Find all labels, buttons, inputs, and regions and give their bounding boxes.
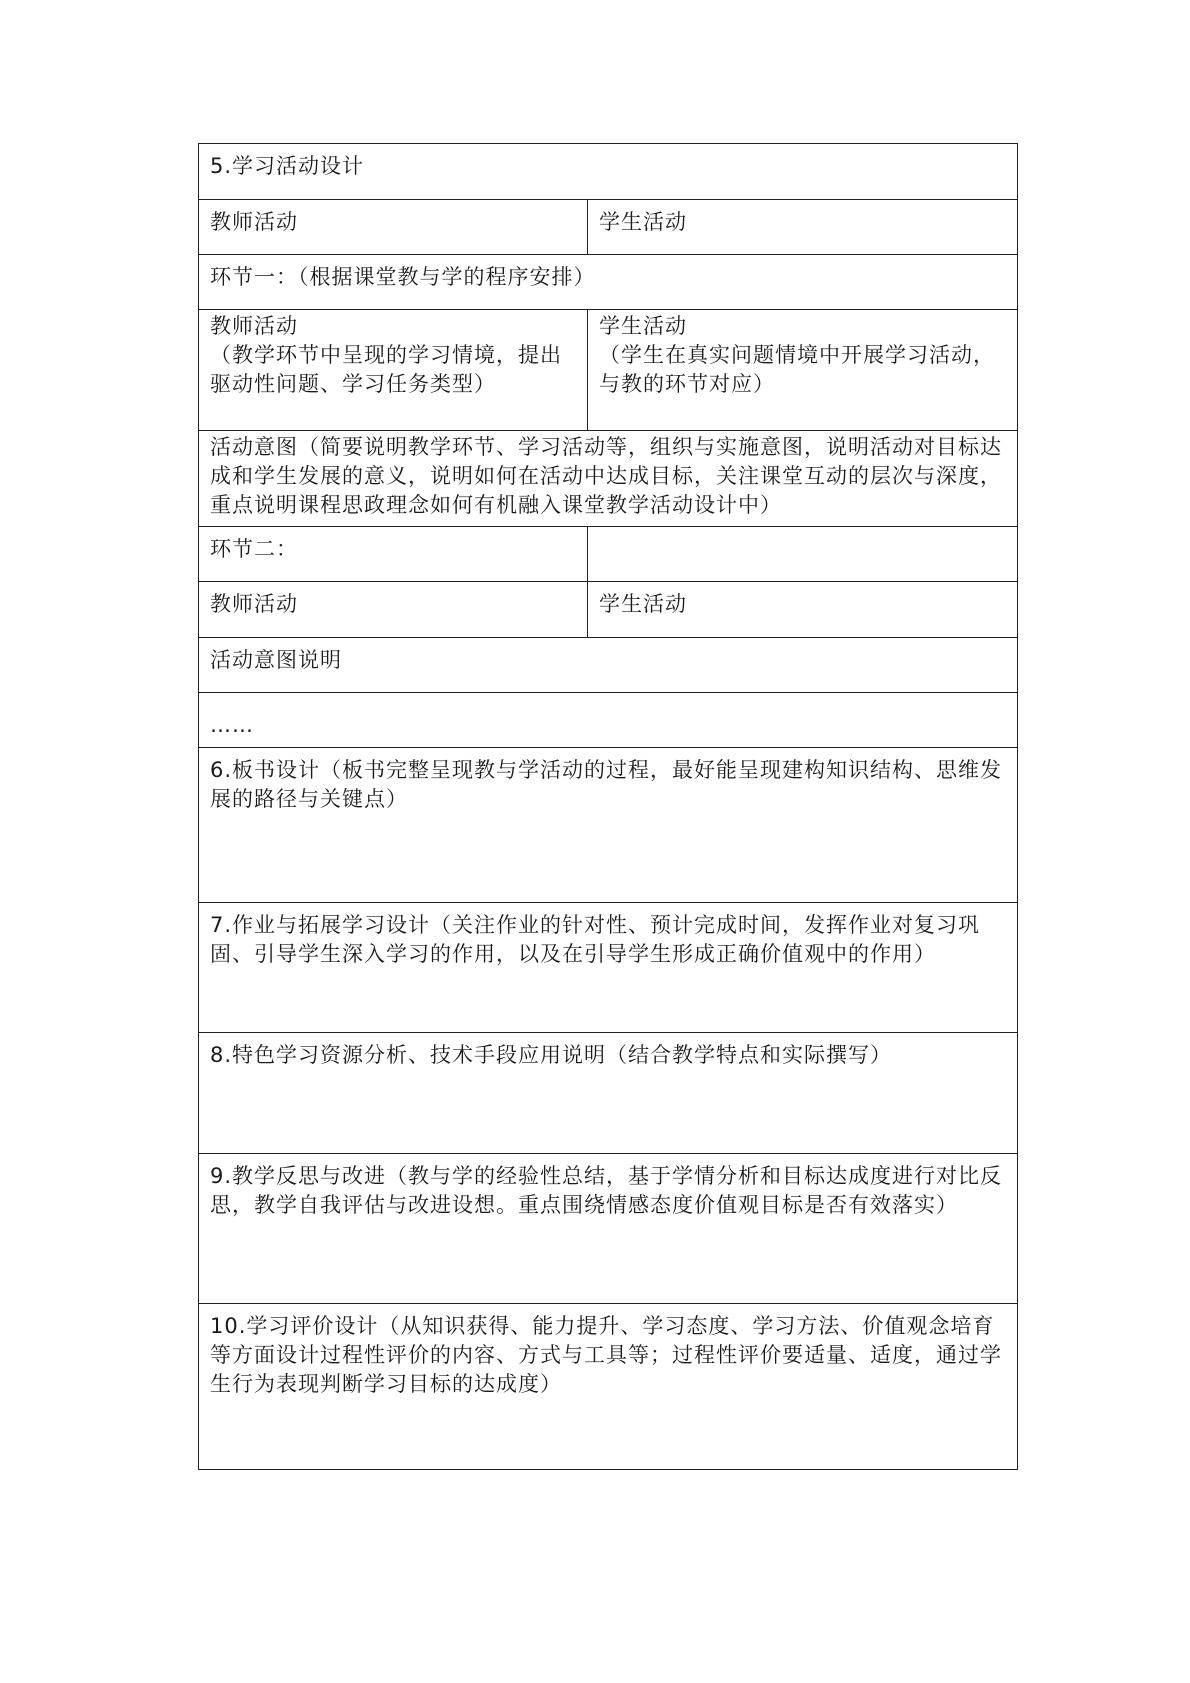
stage1-intent: 活动意图（简要说明教学环节、学习活动等，组织与实施意图，说明活动对目标达成和学生发展的意义，说明如何在活动中达成目标，关注课堂互动的层次与深度，重点说明课程思政理念如何有机融入课堂教学活动设计中） — [199, 431, 1018, 527]
section10-row — [199, 1304, 1018, 1470]
stage1-student-cell — [588, 310, 1018, 431]
ellipsis-row — [199, 693, 1018, 748]
student-activity-header: 学生活动 — [588, 200, 1018, 255]
section9-row — [199, 1154, 1018, 1304]
stage1-teacher-label: 教师活动 — [210, 314, 298, 338]
section6-blackboard-design: 6.板书设计（板书完整呈现教与学活动的过程，最好能呈现建构知识结构、思维发展的路径与关键点） — [199, 748, 1018, 903]
section8-resources: 8.特色学习资源分析、技术手段应用说明（结合教学特点和实际撰写） — [199, 1033, 1018, 1154]
stage2-intent: 活动意图说明 — [199, 638, 1018, 693]
teacher-activity-header: 教师活动 — [199, 200, 588, 255]
stage1-student-label: 学生活动 — [599, 314, 687, 338]
stage1-teacher-desc: （教学环节中呈现的学习情境，提出驱动性问题、学习任务类型） — [210, 343, 562, 396]
section5-row — [199, 144, 1018, 200]
section9-reflection: 9.教学反思与改进（教与学的经验性总结，基于学情分析和目标达成度进行对比反思，教学自我评估与改进设想。重点围绕情感态度价值观目标是否有效落实） — [199, 1154, 1018, 1304]
ellipsis-text: …… — [199, 693, 1018, 748]
stage2-intent-row — [199, 638, 1018, 693]
stage1-title: 环节一：（根据课堂教与学的程序安排） — [199, 255, 1018, 310]
stage2-title: 环节二： — [199, 527, 588, 582]
stage2-teacher-label: 教师活动 — [199, 582, 588, 638]
section5-header-row — [199, 200, 1018, 255]
lesson-design-table — [198, 143, 1018, 1470]
section7-row — [199, 903, 1018, 1033]
section10-evaluation: 10.学习评价设计（从知识获得、能力提升、学习态度、学习方法、价值观念培育等方面设计过程性评价的内容、方式与工具等；过程性评价要适量、适度，通过学生行为表现判断学习目标的达成度） — [199, 1304, 1018, 1470]
stage2-title-empty — [588, 527, 1018, 582]
stage1-intent-row — [199, 431, 1018, 527]
stage2-title-row — [199, 527, 1018, 582]
section6-row — [199, 748, 1018, 903]
stage1-teacher-cell — [199, 310, 588, 431]
stage1-activities-row — [199, 310, 1018, 431]
section5-title: 5.学习活动设计 — [199, 144, 1018, 200]
stage2-activities-row — [199, 582, 1018, 638]
stage1-student-desc: （学生在真实问题情境中开展学习活动，与教的环节对应） — [599, 343, 995, 396]
stage1-title-row — [199, 255, 1018, 310]
section8-row — [199, 1033, 1018, 1154]
stage2-student-label: 学生活动 — [588, 582, 1018, 638]
section7-homework-design: 7.作业与拓展学习设计（关注作业的针对性、预计完成时间，发挥作业对复习巩固、引导学生深入学习的作用，以及在引导学生形成正确价值观中的作用） — [199, 903, 1018, 1033]
